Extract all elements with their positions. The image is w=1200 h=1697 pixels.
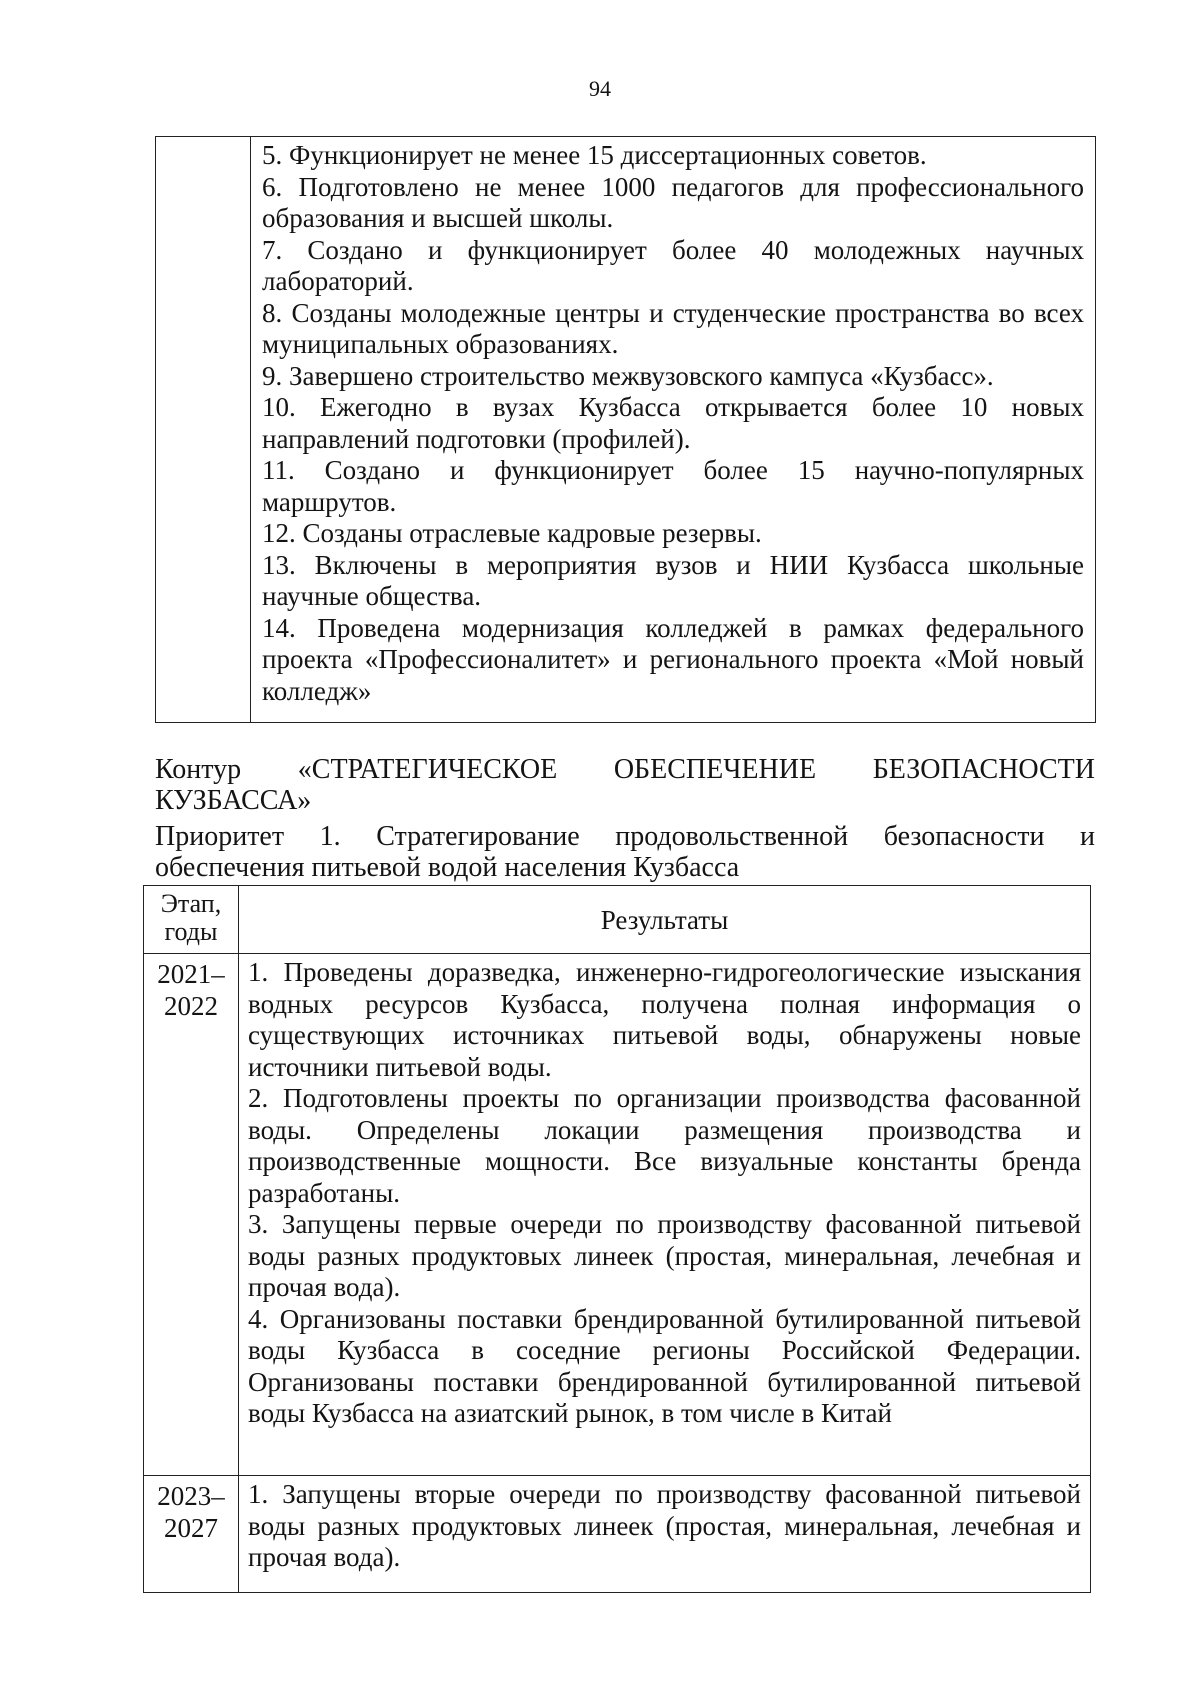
- result-item-12: 12. Созданы отраслевые кадровые резервы.: [262, 518, 762, 548]
- result-item: 1. Проведены доразведка, инженерно-гидрогеологические изыскания водных ресурсов Кузбасса, получена полная информация о существующих источниках питьевой воды, обнаружены новые источники питьевой воды.: [248, 957, 1081, 1082]
- row-stage-2023-2027: 2023–2027: [144, 1476, 239, 1592]
- result-item-8: 8. Созданы молодежные центры и студенческие пространства во всех муниципальных образованиях.: [262, 297, 1084, 359]
- header-results: Результаты: [239, 886, 1090, 954]
- result-item: 2. Подготовлены проекты по организации производства фасованной воды. Определены локации размещения производства и производственные мощности. Все визуальные константы бренда разработаны.: [248, 1083, 1081, 1208]
- header-stage: Этап, годы: [144, 886, 239, 954]
- result-item: 1. Запущены вторые очереди по производству фасованной питьевой воды разных продуктовых линеек (простая, минеральная, лечебная и прочая вода).: [248, 1479, 1081, 1572]
- result-item-5: 5. Функционирует не менее 15 диссертационных советов.: [262, 140, 927, 170]
- result-item-7: 7. Создано и функционирует более 40 молодежных научных лабораторий.: [262, 234, 1084, 296]
- result-item: 3. Запущены первые очереди по производству фасованной питьевой воды разных продуктовых линеек (простая, минеральная, лечебная и прочая вода).: [248, 1209, 1081, 1302]
- results-cell: [251, 137, 1095, 722]
- priority-heading: Приоритет 1. Стратегирование продовольственной безопасности и обеспечения питьевой водой населения Кузбасса: [155, 821, 1095, 883]
- row-results-2021-2022: [239, 954, 1090, 1476]
- result-item-9: 9. Завершено строительство межвузовского кампуса «Кузбасс».: [262, 360, 994, 391]
- page-number: 94: [589, 76, 611, 101]
- results-table: [143, 885, 1091, 1593]
- row-results-2023-2027: [239, 1476, 1090, 1592]
- result-item-14: 14. Проведена модернизация колледжей в рамках федерального проекта «Профессионалитет» и регионального проекта «Мой новый колледж»: [262, 612, 1084, 706]
- contour-heading: Контур «СТРАТЕГИЧЕСКОЕ ОБЕСПЕЧЕНИЕ БЕЗОПАСНОСТИ КУЗБАССА»: [155, 754, 1095, 816]
- result-item-13: 13. Включены в мероприятия вузов и НИИ Кузбасса школьные научные общества.: [262, 549, 1084, 611]
- row-stage-2021-2022: 2021–2022: [144, 954, 239, 1476]
- result-item-11: 11. Создано и функционирует более 15 научно-популярных маршрутов.: [262, 455, 1084, 517]
- result-item: 4. Организованы поставки брендированной бутилированной питьевой воды Кузбасса в соседние регионы Российской Федерации. Организованы поставки брендированной бутилированной питьевой воды Кузбасса на азиатский рынок, в том числе в Китай: [248, 1303, 1081, 1428]
- results-table-continued: [155, 136, 1096, 723]
- result-item-10: 10. Ежегодно в вузах Кузбасса открывается более 10 новых направлений подготовки (профилей).: [262, 392, 1084, 454]
- stage-cell-empty: [156, 137, 251, 722]
- result-item-6: 6. Подготовлено не менее 1000 педагогов для профессионального образования и высшей школы.: [262, 171, 1084, 233]
